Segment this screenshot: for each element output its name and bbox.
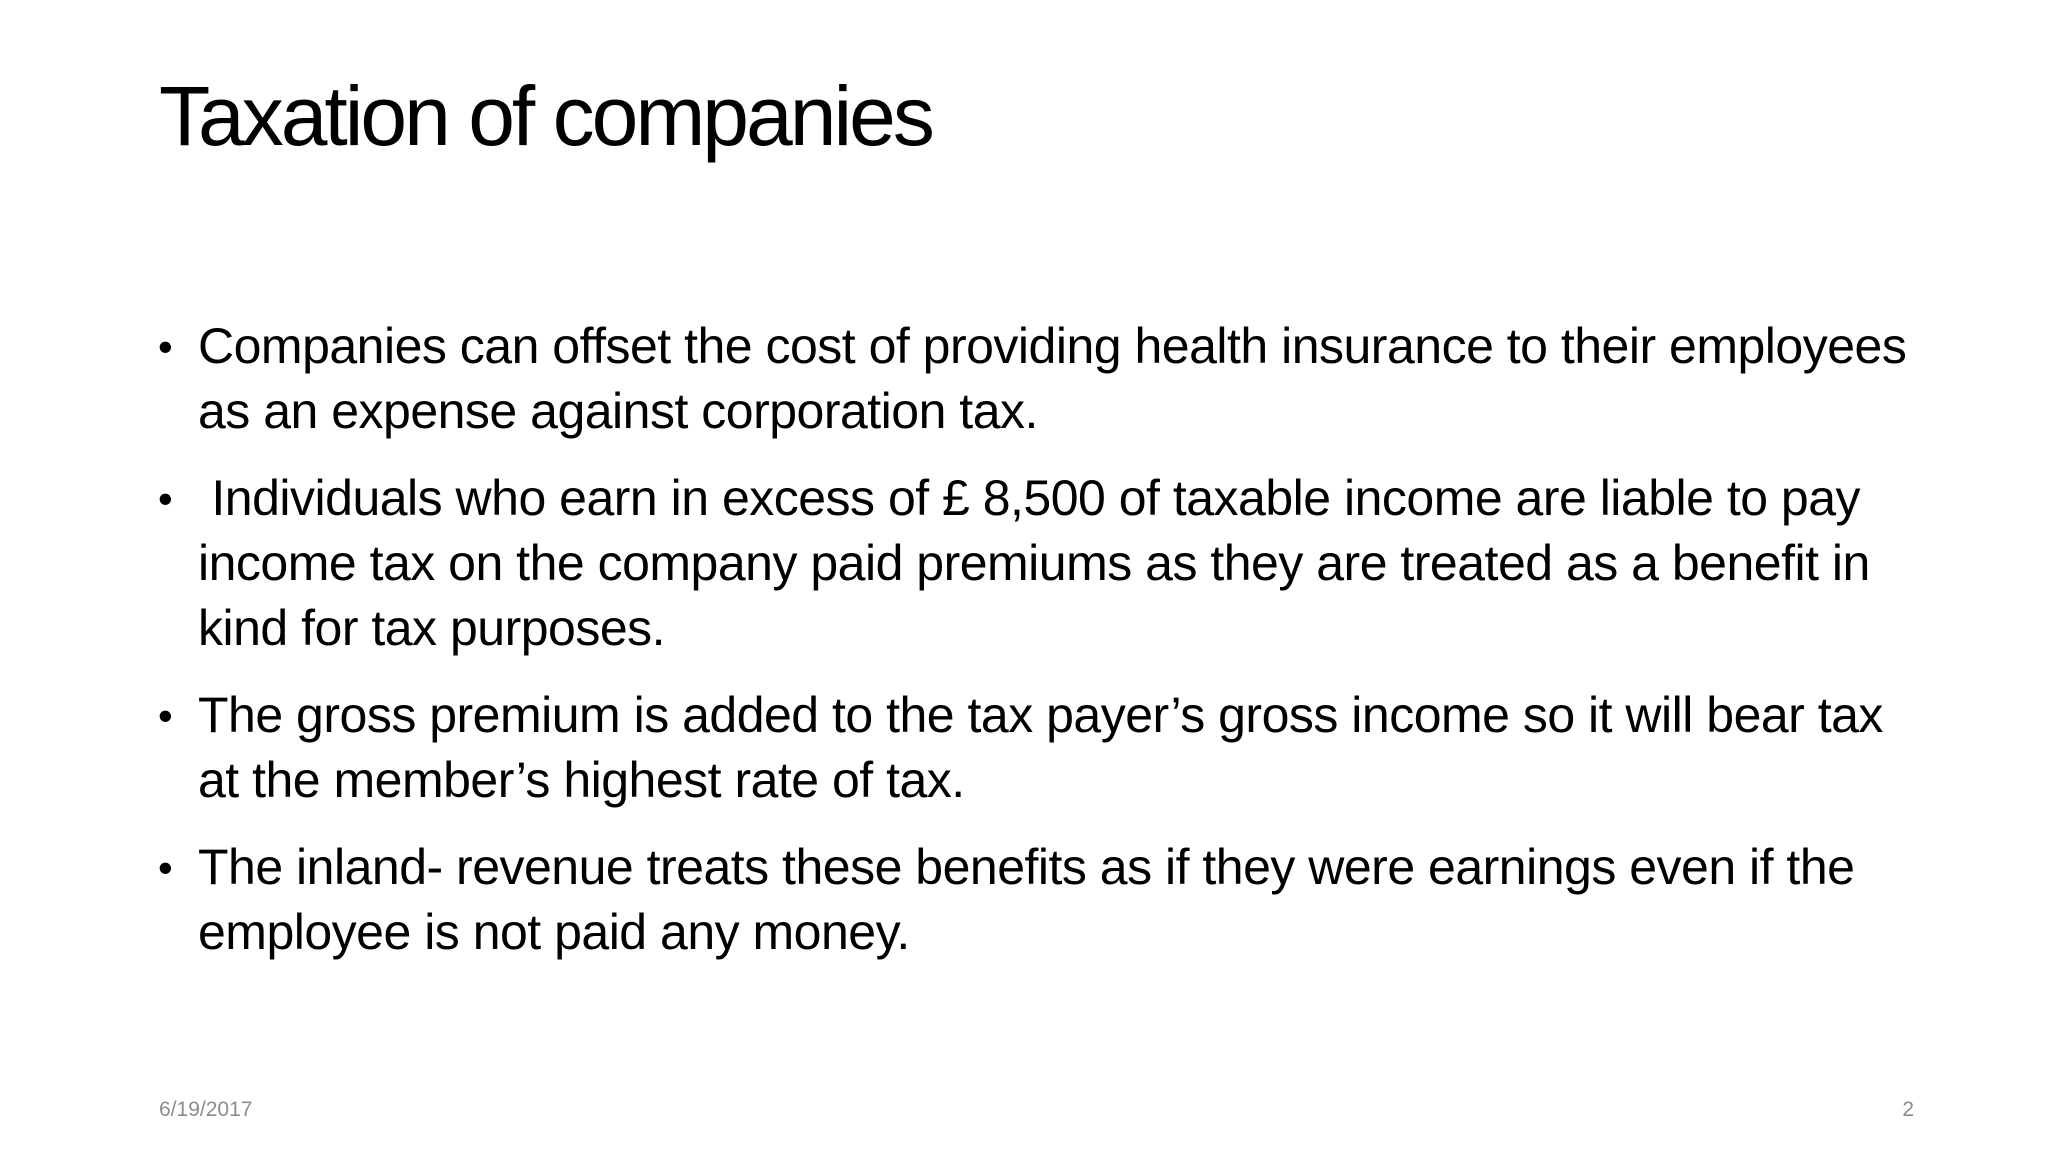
bullet-icon: • — [158, 475, 173, 522]
bullet-text: Individuals who earn in excess of £ 8,500 of taxable income are liable to pay income tax on the company paid premiums as they are treated as a benefit in kind for tax purposes. — [198, 470, 1884, 656]
bullet-icon: • — [158, 692, 173, 739]
footer-date: 6/19/2017 — [159, 1098, 253, 1121]
bullet-icon: • — [158, 323, 173, 370]
slide-number: 2 — [1902, 1098, 1914, 1121]
bullet-item — [158, 683, 1918, 813]
bullet-text: Companies can offset the cost of providing health insurance to their employees as an expense against corporation tax. — [198, 318, 1907, 439]
bullet-list — [158, 314, 1918, 987]
bullet-item — [158, 466, 1918, 661]
slide-title: Taxation of companies — [159, 69, 932, 163]
bullet-text: The gross premium is added to the tax payer’s gross income so it will bear tax at the member’s highest rate of tax. — [198, 687, 1883, 808]
bullet-item — [158, 835, 1918, 965]
bullet-item — [158, 314, 1918, 444]
bullet-text: The inland- revenue treats these benefits as if they were earnings even if the employee is not paid any money. — [198, 839, 1855, 960]
bullet-icon: • — [158, 844, 173, 891]
